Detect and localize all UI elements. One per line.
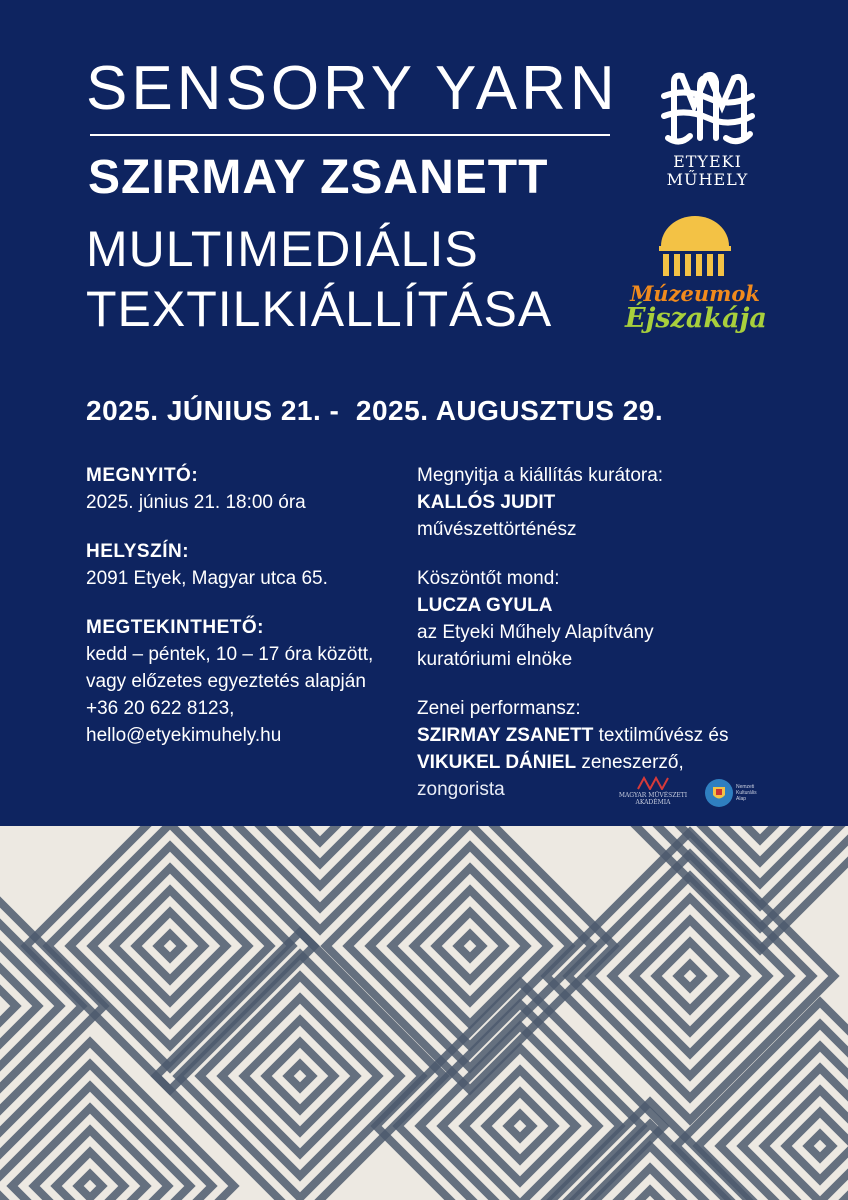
opening-label: MEGNYITÓ: [86, 465, 199, 486]
greeting-intro: Köszöntőt mond: [417, 568, 560, 589]
title-divider [90, 134, 610, 136]
curator-role: művészettörténész [417, 519, 577, 540]
mma-line-1: MAGYAR MŰVÉSZETI [618, 792, 688, 799]
weave-sheen [0, 826, 848, 1200]
museum-line-1: Múzeumok [630, 281, 760, 306]
subtitle-line-1: MULTIMEDIÁLIS [86, 221, 479, 277]
nka-line-3: Alap [736, 796, 747, 802]
greeting-role-2: kuratóriumi elnöke [417, 649, 573, 670]
greeting-block [417, 565, 817, 673]
etyeki-muhely-mark-icon [660, 66, 756, 148]
performer-1 [417, 722, 817, 749]
woven-textile-photo [0, 826, 848, 1200]
subtitle-line-2: TEXTILKIÁLLÍTÁSA [86, 281, 553, 337]
sponsor-logos [612, 776, 772, 816]
contact-email: hello@etyekimuhely.hu [86, 725, 282, 746]
nka-emblem-icon [704, 778, 734, 808]
mma-mark-icon [636, 776, 670, 790]
performer-2-name: VIKUKEL DÁNIEL [417, 752, 577, 773]
greeting-name: LUCZA GYULA [417, 595, 553, 616]
performer-2-role-2: zongorista [417, 779, 505, 800]
nka-line-2: Kulturális [736, 790, 757, 796]
venue-block [86, 538, 406, 592]
etyeki-line-1: ETYEKI [673, 152, 742, 171]
exhibition-dates: 2025. JÚNIUS 21. - 2025. AUGUSZTUS 29. [86, 395, 664, 426]
performer-1-name: SZIRMAY ZSANETT [417, 725, 594, 746]
museum-temple-icon [625, 212, 765, 278]
mma-logo [612, 776, 694, 806]
contact-phone: +36 20 622 8123, [86, 698, 235, 719]
museum-line-2: Éjszakája [625, 303, 767, 334]
curator-name: KALLÓS JUDIT [417, 492, 556, 513]
right-column [417, 462, 817, 825]
visiting-block [86, 614, 406, 749]
left-column [86, 462, 406, 771]
opening-block [86, 462, 406, 516]
etyeki-line-2: MŰHELY [666, 170, 749, 189]
performer-2-role: zeneszerző, [576, 752, 684, 773]
exhibition-title: SENSORY YARN [86, 54, 619, 123]
visiting-appointment: vagy előzetes egyeztetés alapján [86, 671, 366, 692]
nka-logo [704, 778, 772, 814]
visiting-hours: kedd – péntek, 10 – 17 óra között, [86, 644, 374, 665]
opening-value: 2025. június 21. 18:00 óra [86, 492, 306, 513]
performer-2 [417, 749, 817, 776]
music-intro: Zenei performansz: [417, 698, 581, 719]
muzeumok-ejszakaja-logo [625, 212, 765, 333]
nka-line-1: Nemzeti [736, 784, 755, 790]
visiting-label: MEGTEKINTHETŐ: [86, 617, 264, 638]
curator-intro: Megnyitja a kiállítás kurátora: [417, 465, 664, 486]
nka-text [736, 784, 757, 802]
etyeki-muhely-logo [655, 66, 760, 189]
diamond-weave-pattern [0, 826, 848, 1200]
venue-value: 2091 Etyek, Magyar utca 65. [86, 568, 328, 589]
greeting-role-1: az Etyeki Műhely Alapítvány [417, 622, 654, 643]
curator-block [417, 462, 817, 543]
performer-1-role: textilművész és [593, 725, 729, 746]
artist-name: SZIRMAY ZSANETT [88, 151, 549, 204]
mma-line-2: AKADÉMIA [635, 799, 671, 806]
venue-label: HELYSZÍN: [86, 541, 190, 562]
